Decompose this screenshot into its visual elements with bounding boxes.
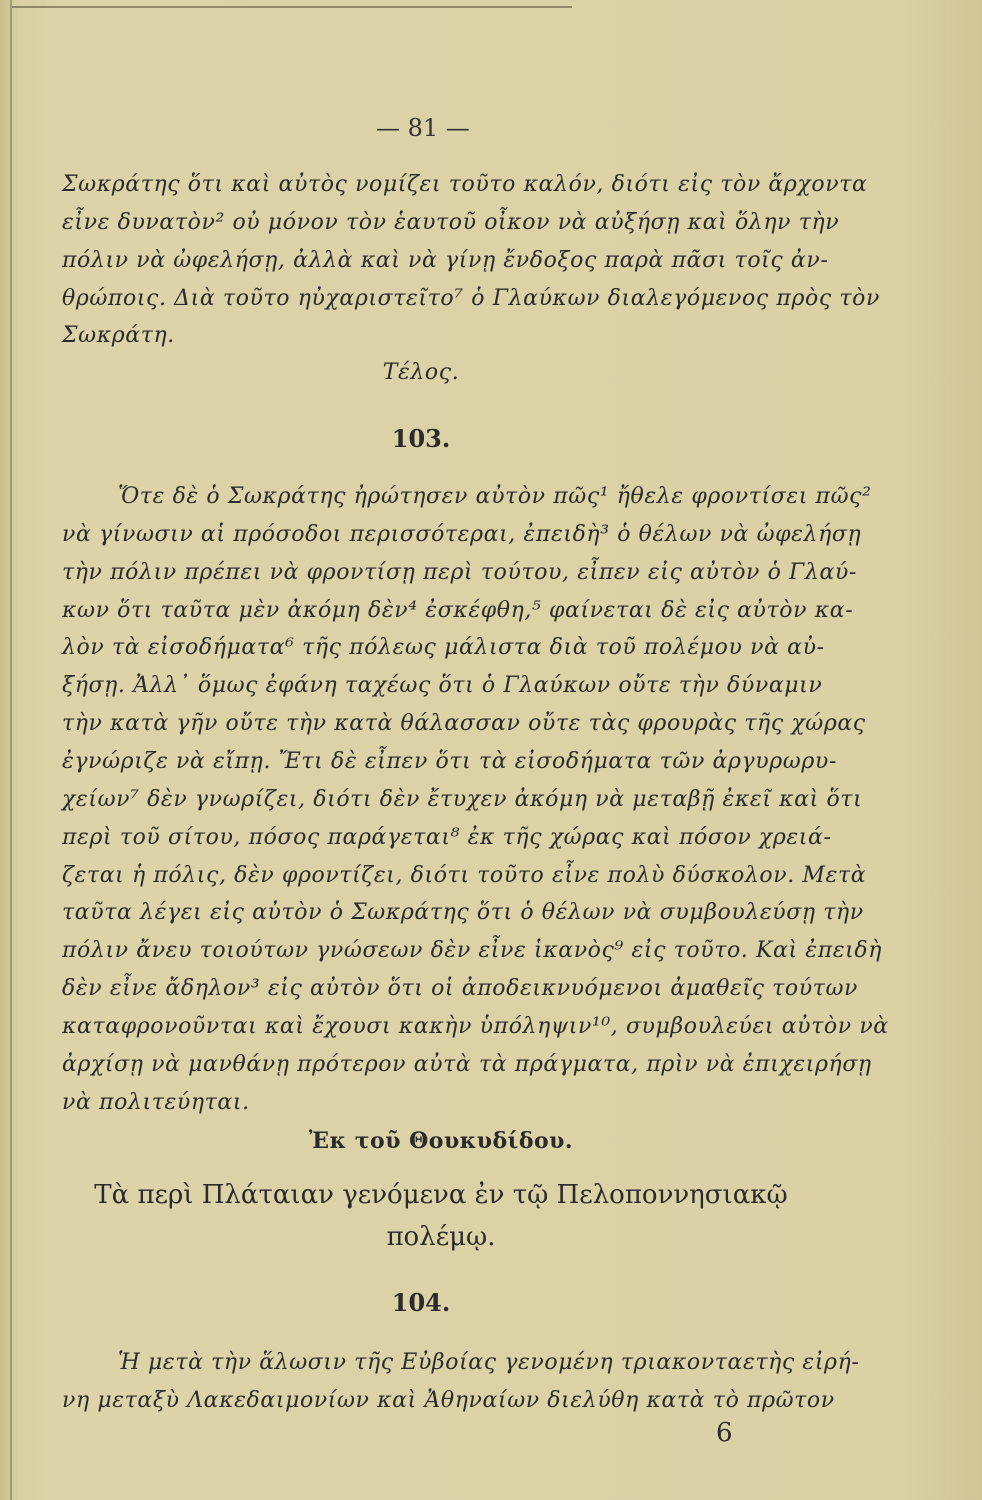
- text-line: περὶ τοῦ σίτου, πόσος παράγεται⁸ ἐκ τῆς χώρας καὶ πόσον χρειά-: [62, 825, 832, 850]
- top-edge-line: [12, 6, 572, 8]
- text-line: Σωκράτης ὅτι καὶ αὐτὸς νομίζει τοῦτο καλόν, διότι εἰς τὸν ἄρχοντα: [62, 172, 868, 197]
- page-number: — 81 —: [376, 114, 470, 142]
- page-edge-line: [10, 0, 12, 1500]
- text-line: πόλιν νὰ ὠφελήσῃ, ἀλλὰ καὶ νὰ γίνῃ ἔνδοξος παρὰ πᾶσι τοῖς ἀν-: [62, 248, 829, 273]
- text-line: ξήσῃ. Ἀλλ᾽ ὅμως ἐφάνη ταχέως ὅτι ὁ Γλαύκων οὔτε τὴν δύναμιν: [62, 673, 823, 698]
- section-number-104: 104.: [391, 1288, 451, 1317]
- source-heading: Ἐκ τοῦ Θουκυδίδου.: [308, 1128, 574, 1154]
- text-line: τὴν πόλιν πρέπει νὰ φροντίσῃ περὶ τούτου, εἶπεν εἰς αὐτὸν ὁ Γλαύ-: [62, 560, 857, 585]
- text-line: Ὅτε δὲ ὁ Σωκράτης ἠρώτησεν αὐτὸν πῶς¹ ἤθελε φροντίσει πῶς²: [118, 484, 872, 509]
- text-line: ἐγνώριζε νὰ εἴπῃ. Ἔτι δὲ εἶπεν ὅτι τὰ εἰσοδήματα τῶν ἀργυρωρυ-: [62, 749, 837, 774]
- text-line: θρώποις. Διὰ τοῦτο ηὐχαριστεῖτο⁷ ὁ Γλαύκων διαλεγόμενος πρὸς τὸν: [62, 286, 880, 311]
- section-number-103: 103.: [391, 424, 451, 453]
- text-line: τὴν κατὰ γῆν οὔτε τὴν κατὰ θάλασσαν οὔτε τὰς φρουρὰς τῆς χώρας: [62, 711, 866, 736]
- text-line: ταῦτα λέγει εἰς αὐτὸν ὁ Σωκράτης ὅτι ὁ θέλων νὰ συμβουλεύσῃ τὴν: [62, 900, 864, 925]
- text-line: Ἡ μετὰ τὴν ἅλωσιν τῆς Εὐβοίας γενομένη τριακονταετὴς εἰρή-: [118, 1350, 860, 1375]
- text-line: δὲν εἶνε ἄδηλον³ εἰς αὐτὸν ὅτι οἱ ἀποδεικνυόμενοι ἀμαθεῖς τούτων: [62, 976, 859, 1001]
- text-line: ζεται ἡ πόλις, δὲν φροντίζει, διότι τοῦτο εἶνε πολὺ δύσκολον. Μετὰ: [62, 863, 867, 888]
- chapter-title-line-1: Τὰ περὶ Πλάταιαν γενόμενα ἐν τῷ Πελοποννησιακῷ: [94, 1180, 788, 1210]
- text-line: λὸν τὰ εἰσοδήματα⁶ τῆς πόλεως μάλιστα διὰ τοῦ πολέμου νὰ αὐ-: [62, 635, 825, 660]
- text-line: πόλιν ἄνευ τοιούτων γνώσεων δὲν εἶνε ἱκανὸς⁹ εἰς τοῦτο. Καὶ ἐπειδὴ: [62, 938, 883, 963]
- text-line: κων ὅτι ταῦτα μὲν ἀκόμη δὲν⁴ ἐσκέφθη,⁵ φαίνεται δὲ εἰς αὐτὸν κα-: [62, 598, 854, 623]
- text-line: νὰ γίνωσιν αἱ πρόσοδοι περισσότεραι, ἐπειδὴ³ ὁ θέλων νὰ ὠφελήσῃ: [62, 522, 862, 547]
- end-label: Τέλος.: [382, 360, 460, 385]
- text-line: χείων⁷ δὲν γνωρίζει, διότι δὲν ἔτυχεν ἀκόμη νὰ μεταβῇ ἐκεῖ καὶ ὅτι: [62, 787, 863, 812]
- text-line: νὰ πολιτεύηται.: [62, 1090, 250, 1115]
- text-line: νη μεταξὺ Λακεδαιμονίων καὶ Ἀθηναίων διελύθη κατὰ τὸ πρῶτον: [62, 1388, 835, 1413]
- signature-mark: 6: [716, 1418, 733, 1448]
- text-line: ἀρχίσῃ νὰ μανθάνῃ πρότερον αὐτὰ τὰ πράγματα, πρὶν νὰ ἐπιχειρήσῃ: [62, 1052, 872, 1077]
- text-line: εἶνε δυνατὸν² οὐ μόνον τὸν ἑαυτοῦ οἶκον νὰ αὐξήσῃ καὶ ὅλην τὴν: [62, 210, 840, 235]
- text-line: Σωκράτη.: [62, 323, 175, 348]
- text-line: καταφρονοῦνται καὶ ἔχουσι κακὴν ὑπόληψιν¹⁰, συμβουλεύει αὐτὸν νὰ: [62, 1014, 889, 1039]
- chapter-title-line-2: πολέμῳ.: [386, 1222, 496, 1252]
